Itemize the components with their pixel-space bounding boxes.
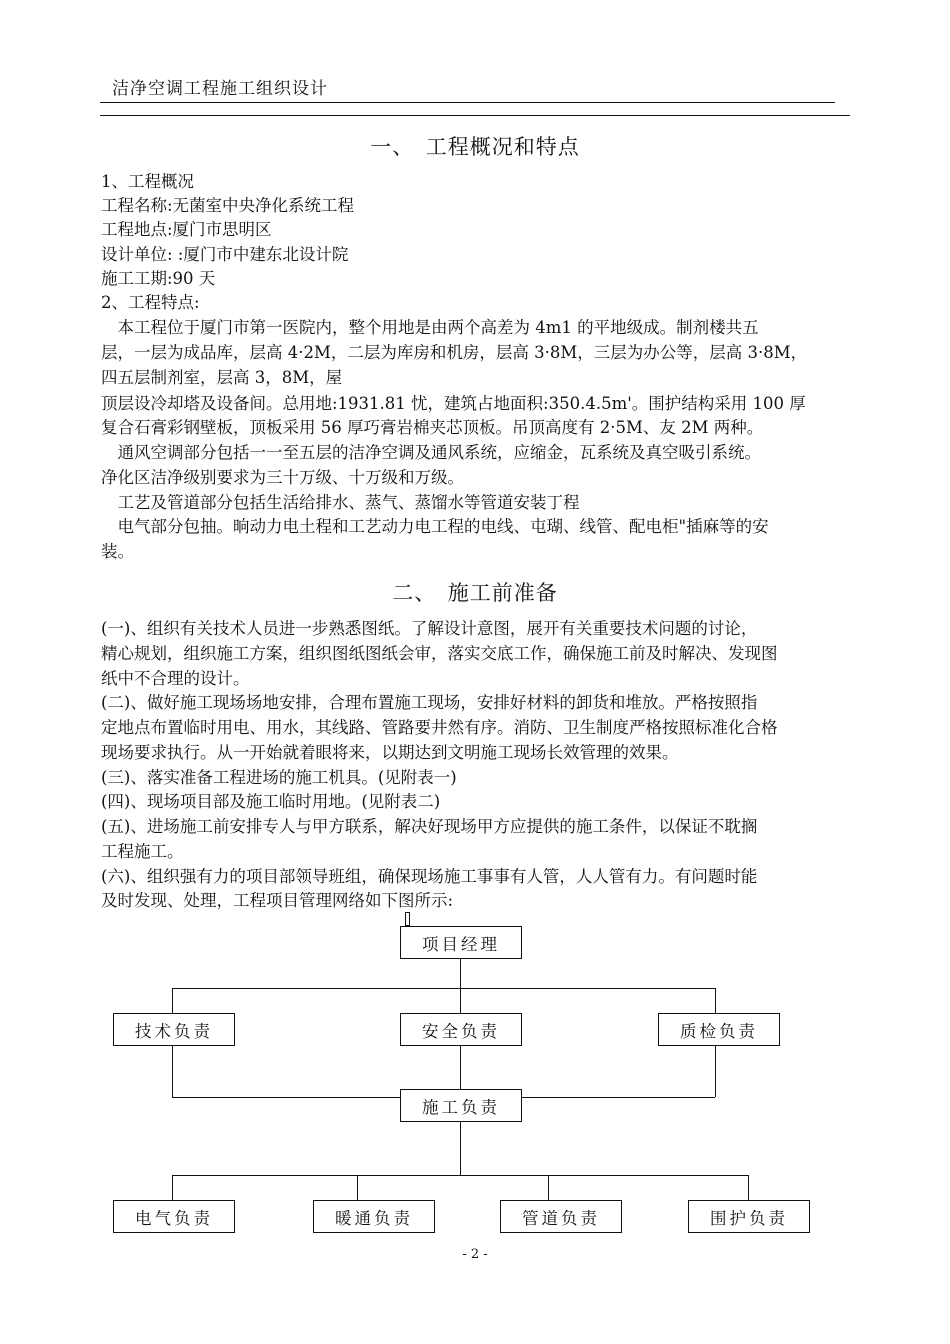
paragraph-line: 通风空调部分包括一一至五层的洁净空调及通风系统，应缩金，瓦系统及真空吸引系统。 bbox=[101, 443, 761, 462]
connector-line bbox=[172, 988, 715, 989]
cursor-mark bbox=[405, 912, 410, 926]
org-box-safety: 安全负责 bbox=[400, 1013, 522, 1046]
org-box-construction: 施工负责 bbox=[400, 1089, 522, 1122]
paragraph-line: 工程名称:无菌室中央净化系统工程 bbox=[101, 196, 355, 215]
paragraph-line: 装。 bbox=[101, 542, 134, 561]
connector-line bbox=[172, 988, 173, 1013]
connector-line bbox=[460, 988, 461, 1013]
org-box-electrical: 电气负责 bbox=[113, 1200, 235, 1233]
org-box-manager: 项目经理 bbox=[400, 926, 522, 959]
org-box-piping: 管道负责 bbox=[500, 1200, 622, 1233]
paragraph-line: 及时发现、处理，工程项目管理网络如下图所示: bbox=[101, 891, 454, 910]
connector-line bbox=[172, 1097, 402, 1098]
connector-line bbox=[715, 1045, 716, 1097]
paragraph-line: 工艺及管道部分包括生活给排水、蒸气、蒸馏水等管道安装丁程 bbox=[101, 493, 580, 512]
paragraph-line: 电气部分包抽。晌动力电土程和工艺动力电工程的电线、屯瑚、线管、配电柜"插麻等的安 bbox=[101, 517, 769, 536]
connector-line bbox=[548, 1175, 549, 1200]
paragraph-line: 复合石膏彩钢壁板，顶板采用 56 厚巧膏岩棉夹芯顶板。吊顶高度有 2·5M、友 2M 两种。 bbox=[101, 418, 764, 437]
paragraph-line: (四)、现场项目部及施工临时用地。(见附表二) bbox=[101, 792, 441, 811]
org-box-hvac: 暖通负责 bbox=[313, 1200, 435, 1233]
connector-line bbox=[518, 1097, 715, 1098]
connector-line bbox=[172, 1045, 173, 1097]
header-rule-top bbox=[100, 102, 835, 103]
paragraph-line: 四五层制剂室，层高 3，8M，屋 bbox=[101, 368, 343, 387]
paragraph-line: 本工程位于厦门市第一医院内，整个用地是由两个高差为 4m1 的平地级成。制剂楼共五 bbox=[101, 318, 759, 337]
paragraph-line: (一)、组织有关技术人员进一步熟悉图纸。了解设计意图，展开有关重要技术问题的讨论， bbox=[101, 619, 758, 638]
paragraph-line: 工程施工。 bbox=[101, 842, 184, 861]
connector-line bbox=[357, 1175, 358, 1200]
connector-line bbox=[748, 1175, 749, 1200]
page-number: - 2 - bbox=[462, 1247, 488, 1262]
connector-line bbox=[460, 1122, 461, 1175]
paragraph-line: 顶层设冷却塔及设备间。总用地:1931.81 忧，建筑占地面积:350.4.5m'。围护结构采用 100 厚 bbox=[101, 394, 806, 413]
paragraph-line: 定地点布置临时用电、用水，其线路、管路要井然有序。消防、卫生制度严格按照标准化合格 bbox=[101, 718, 778, 737]
paragraph-line: (三)、落实准备工程进场的施工机具。(见附表一) bbox=[101, 768, 457, 787]
paragraph-line: 1、工程概况 bbox=[101, 172, 194, 191]
connector-line bbox=[172, 1175, 748, 1176]
org-box-quality: 质检负责 bbox=[658, 1013, 780, 1046]
paragraph-line: (二)、做好施工现场场地安排，合理布置施工现场，安排好材料的卸货和堆放。严格按照指 bbox=[101, 693, 758, 712]
paragraph-line: 设计单位: :厦门市中建东北设计院 bbox=[101, 245, 349, 264]
connector-line bbox=[172, 1175, 173, 1200]
paragraph-line: 净化区洁净级别要求为三十万级、十万级和万级。 bbox=[101, 468, 464, 487]
connector-line bbox=[460, 958, 461, 988]
header-rule-bottom bbox=[100, 115, 850, 116]
connector-line bbox=[715, 988, 716, 1013]
paragraph-line: (六)、组织强有力的项目部领导班组，确保现场施工事事有人管，人人管有力。有问题时能 bbox=[101, 867, 758, 886]
connector-line bbox=[460, 1045, 461, 1090]
paragraph-line: 2、工程特点: bbox=[101, 293, 200, 312]
paragraph-line: 工程地点:厦门市思明区 bbox=[101, 220, 272, 239]
page-header-title: 洁净空调工程施工组织设计 bbox=[112, 79, 328, 99]
paragraph-line: 施工工期:90 天 bbox=[101, 269, 216, 288]
section1-heading: 一、 工程概况和特点 bbox=[370, 135, 580, 159]
paragraph-line: 精心规划，组织施工方案，组织图纸图纸会审，落实交底工作，确保施工前及时解决、发现图 bbox=[101, 644, 778, 663]
org-box-tech: 技术负责 bbox=[113, 1013, 235, 1046]
org-box-enclosure: 围护负责 bbox=[688, 1200, 810, 1233]
paragraph-line: 纸中不合理的设计。 bbox=[101, 669, 250, 688]
section2-heading: 二、 施工前准备 bbox=[392, 581, 558, 605]
paragraph-line: (五)、进场施工前安排专人与甲方联系，解决好现场甲方应提供的施工条件，以保证不耽搁 bbox=[101, 817, 758, 836]
paragraph-line: 层，一层为成品库，层高 4·2M，二层为库房和机房，层高 3·8M，三层为办公等，层高 3·8M， bbox=[101, 343, 808, 362]
paragraph-line: 现场要求执行。从一开始就着眼将来，以期达到文明施工现场长效管理的效果。 bbox=[101, 743, 679, 762]
